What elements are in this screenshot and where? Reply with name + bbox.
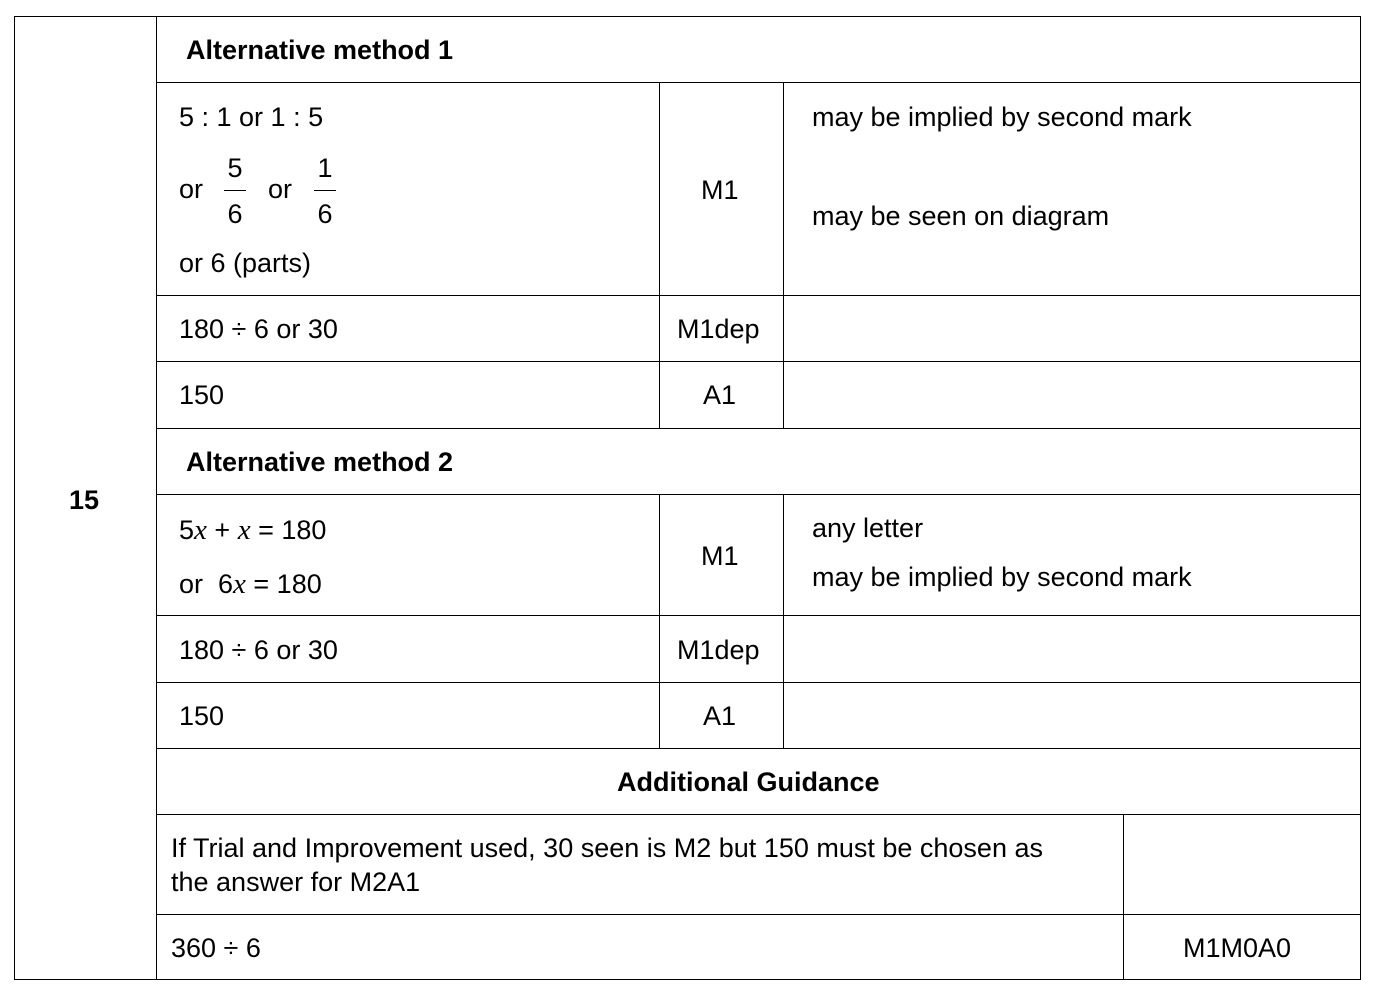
- m1-or-text: or: [268, 174, 293, 204]
- guidance-mark: M1M0A0: [1183, 933, 1292, 963]
- row-divider: [156, 361, 1361, 362]
- row-divider: [156, 494, 1361, 495]
- guidance-heading: Additional Guidance: [617, 767, 880, 797]
- m2-equation: 5x + x = 180: [179, 514, 327, 546]
- m1-comment: may be implied by second mark: [812, 102, 1192, 132]
- answer-mark-divider: [659, 82, 660, 429]
- m1-final-answer: 150: [179, 380, 225, 410]
- m2-comment: may be implied by second mark: [812, 562, 1192, 592]
- fraction-bar: [224, 190, 246, 191]
- fraction-five-sixths: [224, 155, 246, 228]
- m1-or-text: or: [179, 174, 204, 204]
- m2-mark: M1: [701, 541, 739, 571]
- m1-mark: M1: [701, 175, 739, 205]
- mark-comment-divider: [783, 494, 784, 749]
- guidance-example: 360 ÷ 6: [171, 933, 261, 963]
- m1-accuracy-mark: A1: [703, 380, 737, 410]
- answer-mark-divider: [659, 494, 660, 749]
- m2-division-answer: 180 ÷ 6 or 30: [179, 635, 338, 665]
- row-divider: [156, 295, 1361, 296]
- row-divider: [156, 814, 1361, 815]
- row-divider: [156, 615, 1361, 616]
- m1-dep-mark: M1dep: [677, 314, 760, 344]
- table-top-border: [14, 16, 1361, 17]
- question-column-divider: [156, 16, 157, 980]
- guidance-text: If Trial and Improvement used, 30 seen is M2 but 150 must be chosen as: [171, 833, 1043, 863]
- method1-heading: Alternative method 1: [186, 35, 454, 65]
- guidance-text: the answer for M2A1: [171, 867, 421, 897]
- m1-division-answer: 180 ÷ 6 or 30: [179, 314, 338, 344]
- fraction-numerator: 1: [317, 153, 333, 183]
- fraction-numerator: 5: [227, 153, 243, 183]
- question-number: 15: [69, 485, 100, 515]
- row-divider: [156, 748, 1361, 749]
- table-right-border: [1360, 16, 1361, 980]
- row-divider: [156, 682, 1361, 683]
- fraction-denominator: 6: [227, 199, 243, 229]
- table-bottom-border: [14, 979, 1361, 980]
- method2-heading: Alternative method 2: [186, 447, 454, 477]
- row-divider: [156, 82, 1361, 83]
- guidance-mark-divider: [1123, 814, 1124, 980]
- m1-comment: may be seen on diagram: [812, 201, 1110, 231]
- m1-parts-answer: or 6 (parts): [179, 248, 312, 278]
- fraction-denominator: 6: [317, 199, 333, 229]
- fraction-one-sixth: [314, 155, 336, 228]
- m2-dep-mark: M1dep: [677, 635, 760, 665]
- m1-ratio-answer: 5 : 1 or 1 : 5: [179, 102, 324, 132]
- m2-equation: or 6x = 180: [179, 568, 322, 600]
- row-divider: [156, 914, 1361, 915]
- m2-final-answer: 150: [179, 701, 225, 731]
- mark-comment-divider: [783, 82, 784, 429]
- fraction-bar: [314, 190, 336, 191]
- table-left-border: [14, 16, 15, 980]
- m2-accuracy-mark: A1: [703, 701, 737, 731]
- row-divider: [156, 428, 1361, 429]
- m2-comment: any letter: [812, 513, 924, 543]
